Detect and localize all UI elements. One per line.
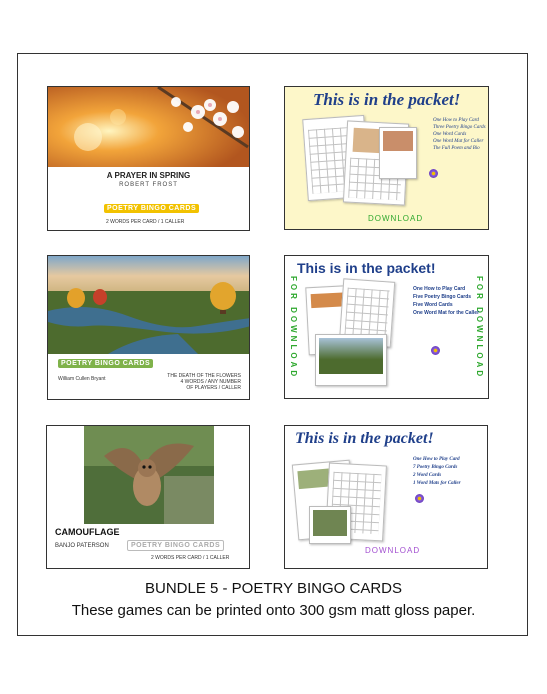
packet-contents-4: One Word Mat for the Caller bbox=[413, 310, 480, 316]
packet-preview-bottom[interactable] bbox=[284, 425, 488, 569]
download-label[interactable]: DOWNLOAD bbox=[368, 214, 424, 223]
packet-contents-2: Five Poetry Bingo Cards bbox=[413, 294, 472, 300]
flower-logo-icon bbox=[415, 494, 424, 503]
cover-title: A PRAYER IN SPRING bbox=[106, 171, 191, 180]
packet-preview-top[interactable] bbox=[284, 86, 489, 230]
packet-contents-3: Five Word Cards bbox=[413, 302, 453, 308]
cover-author: ROBERT FROST bbox=[119, 182, 178, 188]
cover-caption-line-1: THE DEATH OF THE FLOWERS bbox=[167, 373, 241, 379]
packet-title: This is in the packet! bbox=[295, 430, 434, 447]
packet-contents-2: Three Poetry Bingo Cards bbox=[433, 125, 486, 130]
flower-logo-icon bbox=[431, 346, 440, 355]
packet-contents-2: 7 Poetry Bingo Cards bbox=[413, 465, 458, 470]
cover-author: William Cullen Bryant bbox=[58, 376, 106, 382]
cover-author: BANJO PATERSON bbox=[55, 543, 109, 549]
bundle-caption: BUNDLE 5 - POETRY BINGO CARDS bbox=[144, 580, 402, 597]
poetry-bingo-badge: POETRY BINGO CARDS bbox=[104, 204, 199, 213]
cover-title: CAMOUFLAGE bbox=[55, 527, 120, 537]
download-side-left[interactable]: FOR DOWNLOAD bbox=[289, 276, 298, 380]
river-photo-sheet bbox=[315, 334, 387, 386]
cover-prayer-in-spring[interactable] bbox=[47, 86, 250, 231]
packet-contents-1: One How to Play Card bbox=[413, 457, 460, 462]
photo-sheet bbox=[379, 127, 417, 179]
balloon-river-photo bbox=[48, 256, 250, 354]
download-side-right[interactable]: FOR DOWNLOAD bbox=[475, 276, 484, 380]
packet-contents-3: 2 Word Cards bbox=[413, 473, 442, 478]
cover-subtitle: 2 WORDS PER CARD / 1 CALLER bbox=[106, 219, 185, 225]
cover-caption-line-3: OF PLAYERS / CALLER bbox=[186, 385, 241, 391]
print-note: These games can be printed onto 300 gsm matt gloss paper. bbox=[71, 602, 476, 619]
packet-title: This is in the packet! bbox=[297, 260, 436, 276]
download-label[interactable]: DOWNLOAD bbox=[365, 546, 421, 555]
packet-contents-1: One How to Play Card bbox=[433, 118, 479, 123]
cover-death-of-the-flowers[interactable] bbox=[47, 255, 250, 400]
packet-contents-5: The Full Poem and Bio bbox=[433, 146, 480, 151]
packet-contents-1: One How to Play Card bbox=[413, 286, 466, 292]
cover-camouflage[interactable] bbox=[46, 425, 250, 569]
bingo-grid bbox=[344, 288, 389, 341]
owl-photo-sheet bbox=[309, 506, 351, 544]
packet-contents-4: One Word Mat for Caller bbox=[433, 139, 484, 144]
packet-contents-3: One Word Cards bbox=[433, 132, 467, 137]
cover-caption-line-2: 4 WORDS / ANY NUMBER bbox=[180, 379, 241, 385]
packet-preview-middle[interactable] bbox=[284, 255, 489, 399]
flower-logo-icon bbox=[429, 169, 438, 178]
packet-contents-4: 1 Word Mats for Caller bbox=[413, 481, 461, 486]
cover-subtitle: 2 WORDS PER CARD / 1 CALLER bbox=[151, 555, 230, 561]
packet-title: This is in the packet! bbox=[313, 90, 461, 109]
owl-photo bbox=[84, 426, 214, 524]
blossom-photo bbox=[48, 87, 250, 167]
poetry-bingo-badge: POETRY BINGO CARDS bbox=[58, 359, 153, 368]
poetry-bingo-badge: POETRY BINGO CARDS bbox=[127, 540, 224, 551]
